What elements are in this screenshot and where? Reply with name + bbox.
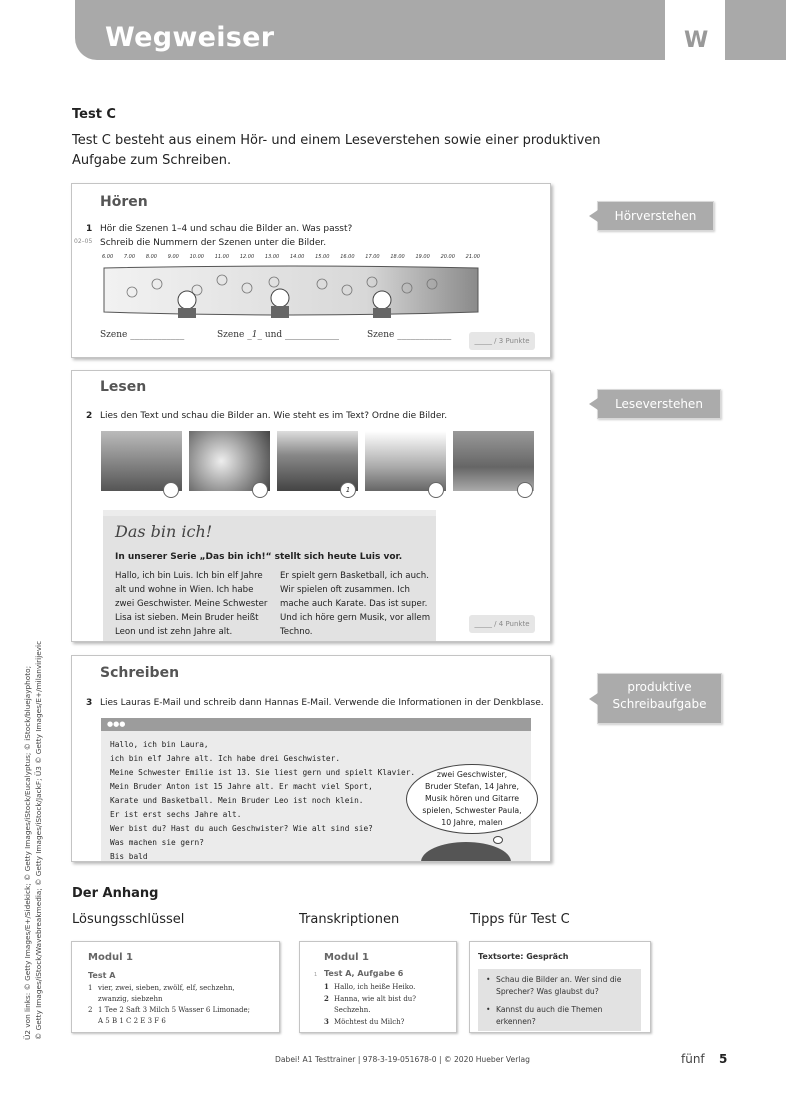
side-label-schreibaufgabe [597, 673, 722, 724]
timeline-illustration [102, 254, 480, 318]
credit-line: Ü2 von links: © Getty Images/E+/Sidekick; © Getty Images/iStock/Eucalyptus; © iStock/bluejayphoto; [23, 665, 32, 1040]
page-word: fünf [681, 1052, 705, 1066]
szene-label: Szene _ [217, 330, 252, 340]
hoeren-title: Hören [100, 194, 148, 210]
reading-subtitle: In unserer Serie „Das bin ich!“ stellt sich heute Luis vor. [115, 552, 403, 562]
intro-text: Test C besteht aus einem Hör- und einem Leseverstehen sowie einer produktiven Aufgabe zum Schreiben. [72, 133, 601, 168]
item-num: 2 [88, 1006, 93, 1014]
email-line: Mein Bruder Anton ist 15 Jahre alt. Er macht viel Sport, [110, 782, 373, 791]
bubble-line: zwei Geschwister, [436, 770, 508, 779]
time-label: 19.00 [415, 254, 430, 260]
transcript-line: Möchtest du Milch? [334, 1018, 405, 1026]
audio-track: 1 [314, 972, 318, 978]
szene-blank-3[interactable]: Szene ____________ [367, 330, 452, 340]
szene-rest: _ und ____________ [257, 330, 340, 340]
test-label: Test A [88, 971, 116, 980]
textsorte-label: Textsorte: Gespräch [478, 952, 569, 961]
reading-box [103, 510, 436, 641]
text-line: Und ich höre gern Musik, vor allem [280, 613, 431, 623]
schreiben-card [71, 655, 551, 862]
email-line: Was machen sie gern? [110, 838, 204, 847]
task-number: 3 [86, 698, 93, 708]
szene-blank-2[interactable] [217, 330, 339, 340]
intro-heading: Test C [72, 107, 116, 122]
reading-col-2 [280, 569, 440, 639]
item-num: 3 [324, 1017, 329, 1026]
tip-line: erkennen? [496, 1017, 536, 1026]
text-line: mache auch Karate. Das ist super. [280, 599, 428, 609]
tip-bullet: • [486, 975, 491, 984]
side-label-hoerverstehen: Hörverstehen [597, 201, 714, 231]
loesung-lines [88, 983, 278, 1027]
time-label: 14.00 [290, 254, 305, 260]
tipps-box [478, 969, 641, 1031]
lesen-card [71, 370, 551, 642]
loesung-heading: Lösungsschlüssel [72, 912, 185, 927]
answer-line: vier, zwei, sieben, zwölf, elf, sechzehn, [98, 984, 235, 992]
email-line: Karate und Basketball. Mein Bruder Leo ist noch klein. [110, 796, 364, 805]
time-label: 17.00 [365, 254, 380, 260]
transcript-line: Hallo, ich heiße Heiko. [334, 983, 416, 991]
time-label: 18.00 [390, 254, 405, 260]
time-label: 6.00 [102, 254, 114, 260]
audio-track: 02–05 [74, 238, 93, 245]
reading-col-1 [115, 569, 275, 639]
transkript-lines [324, 981, 454, 1028]
hoeren-card [71, 183, 551, 358]
email-line: Er ist erst sechs Jahre alt. [110, 810, 242, 819]
task-instruction: Lies den Text und schau die Bilder an. Wie steht es im Text? Ordne die Bilder. [100, 411, 448, 421]
text-line: Hallo, ich bin Luis. Ich bin elf Jahre [115, 571, 263, 581]
task-instruction-1: Hör die Szenen 1–4 und schau die Bilder an. Was passt? [100, 224, 353, 234]
email-window [101, 718, 531, 861]
page-number: 5 [719, 1052, 728, 1066]
transkript-card [299, 941, 457, 1033]
girl-illustration [421, 842, 511, 862]
anhang-title: Der Anhang [72, 886, 159, 901]
time-label: 8.00 [145, 254, 157, 260]
test-label: Test A, Aufgabe 6 [324, 969, 404, 978]
side-label-leseverstehen: Leseverstehen [597, 389, 721, 419]
time-label: 13.00 [264, 254, 280, 260]
bubble-line: Musik hören und Gitarre [424, 794, 520, 803]
time-label: 9.00 [167, 254, 179, 260]
bubble-dot [493, 836, 503, 844]
text-line: Leon und ist zehn Jahre alt. [115, 627, 233, 637]
bubble-line: Bruder Stefan, 14 Jahre, [425, 782, 519, 791]
answer-circle[interactable] [252, 482, 268, 498]
lesen-title: Lesen [100, 379, 147, 395]
credit-line: © Getty Images/iStock/Wavebreakmedia; © Getty Images/iStock/JackF; Ü3 © Getty Images/E+/milanvirijevic [34, 640, 43, 1040]
text-line: Er spielt gern Basketball, ich auch. [280, 571, 429, 581]
text-line: alt und wohne in Wien. Ich habe [115, 585, 254, 595]
bubble-line: spielen, Schwester Paula, [422, 806, 522, 815]
answer-line: zwanzig, siebzehn [98, 995, 163, 1003]
bubble-line: 10 Jahre, malen [441, 818, 503, 827]
email-line: Meine Schwester Emilie ist 13. Sie liest gern und spielt Klavier. [110, 768, 416, 777]
answer-circle[interactable]: 1 [340, 482, 356, 498]
email-body [110, 738, 415, 862]
answer-line: 1 Tee 2 Saft 3 Milch 5 Wasser 6 Limonade; [98, 1006, 250, 1014]
szene-answer: 1 [251, 330, 258, 340]
item-num: 2 [324, 994, 329, 1003]
modul-title: Modul 1 [324, 952, 369, 963]
text-line: zwei Geschwister. Meine Schwester [115, 599, 268, 609]
time-label: 7.00 [123, 254, 136, 260]
page-title: Wegweiser [105, 22, 275, 53]
thought-bubble [406, 764, 538, 834]
time-label: 11.00 [214, 254, 230, 260]
transcript-line: Sechzehn. [334, 1006, 371, 1014]
points-box: _____ / 3 Punkte [469, 332, 535, 350]
tip-line: Sprecher? Was glaubst du? [496, 987, 599, 996]
schreiben-title: Schreiben [100, 665, 180, 681]
photo-credits [22, 560, 46, 1040]
header-letter: W [684, 28, 709, 53]
timeline-times [102, 254, 480, 260]
text-line: Techno. [280, 627, 313, 637]
time-label: 20.00 [440, 254, 455, 260]
szene-blank-1[interactable]: Szene ____________ [100, 330, 185, 340]
transkript-heading: Transkriptionen [299, 912, 400, 927]
side-label-line: Schreibaufgabe [612, 697, 707, 711]
email-titlebar: ●●● [101, 718, 531, 731]
email-line: Hallo, ich bin Laura, [110, 740, 209, 749]
points-box: _____ / 4 Punkte [469, 615, 535, 633]
footer-text: Dabei! A1 Testtrainer | 978-3-19-051678-0 | © 2020 Hueber Verlag [275, 1055, 530, 1064]
task-instruction: Lies Lauras E-Mail und schreib dann Hannas E-Mail. Verwende die Informationen in der Denkblase. [100, 698, 544, 708]
reading-title: Das bin ich! [115, 522, 213, 541]
answer-circle[interactable] [163, 482, 179, 498]
email-line: Wer bist du? Hast du auch Geschwister? Wie alt sind sie? [110, 824, 373, 833]
time-label: 16.00 [340, 254, 355, 260]
email-line: Bis bald [110, 852, 148, 861]
text-line: Wir spielen oft zusammen. Ich [280, 585, 411, 595]
item-num: 1 [324, 982, 329, 991]
text-line: Lisa ist sieben. Mein Bruder heißt [115, 613, 259, 623]
time-label: 15.00 [315, 254, 330, 260]
time-label: 21.00 [465, 254, 480, 260]
task-number: 2 [86, 411, 93, 421]
task-instruction-2: Schreib die Nummern der Szenen unter die Bilder. [100, 238, 327, 248]
item-num: 1 [88, 984, 93, 992]
tip-bullet: • [486, 1005, 491, 1014]
tip-line: Schau die Bilder an. Wer sind die [496, 975, 622, 984]
timeline-svg [102, 262, 480, 318]
transcript-line: Hanna, wie alt bist du? [334, 995, 417, 1003]
modul-title: Modul 1 [88, 952, 133, 963]
header-right-block [725, 0, 786, 60]
tipps-heading: Tipps für Test C [470, 912, 570, 927]
time-label: 12.00 [239, 254, 255, 260]
task-number: 1 [86, 224, 93, 234]
answer-line: A 5 B 1 C 2 E 3 F 6 [98, 1017, 166, 1025]
answer-circle[interactable] [517, 482, 533, 498]
side-label-line: produktive [627, 680, 692, 694]
loesung-card [71, 941, 280, 1033]
answer-circle[interactable] [428, 482, 444, 498]
tipps-card [469, 941, 651, 1033]
email-line: ich bin elf Jahre alt. Ich habe drei Geschwister. [110, 754, 341, 763]
tip-line: Kannst du auch die Themen [496, 1005, 603, 1014]
time-label: 10.00 [189, 254, 204, 260]
